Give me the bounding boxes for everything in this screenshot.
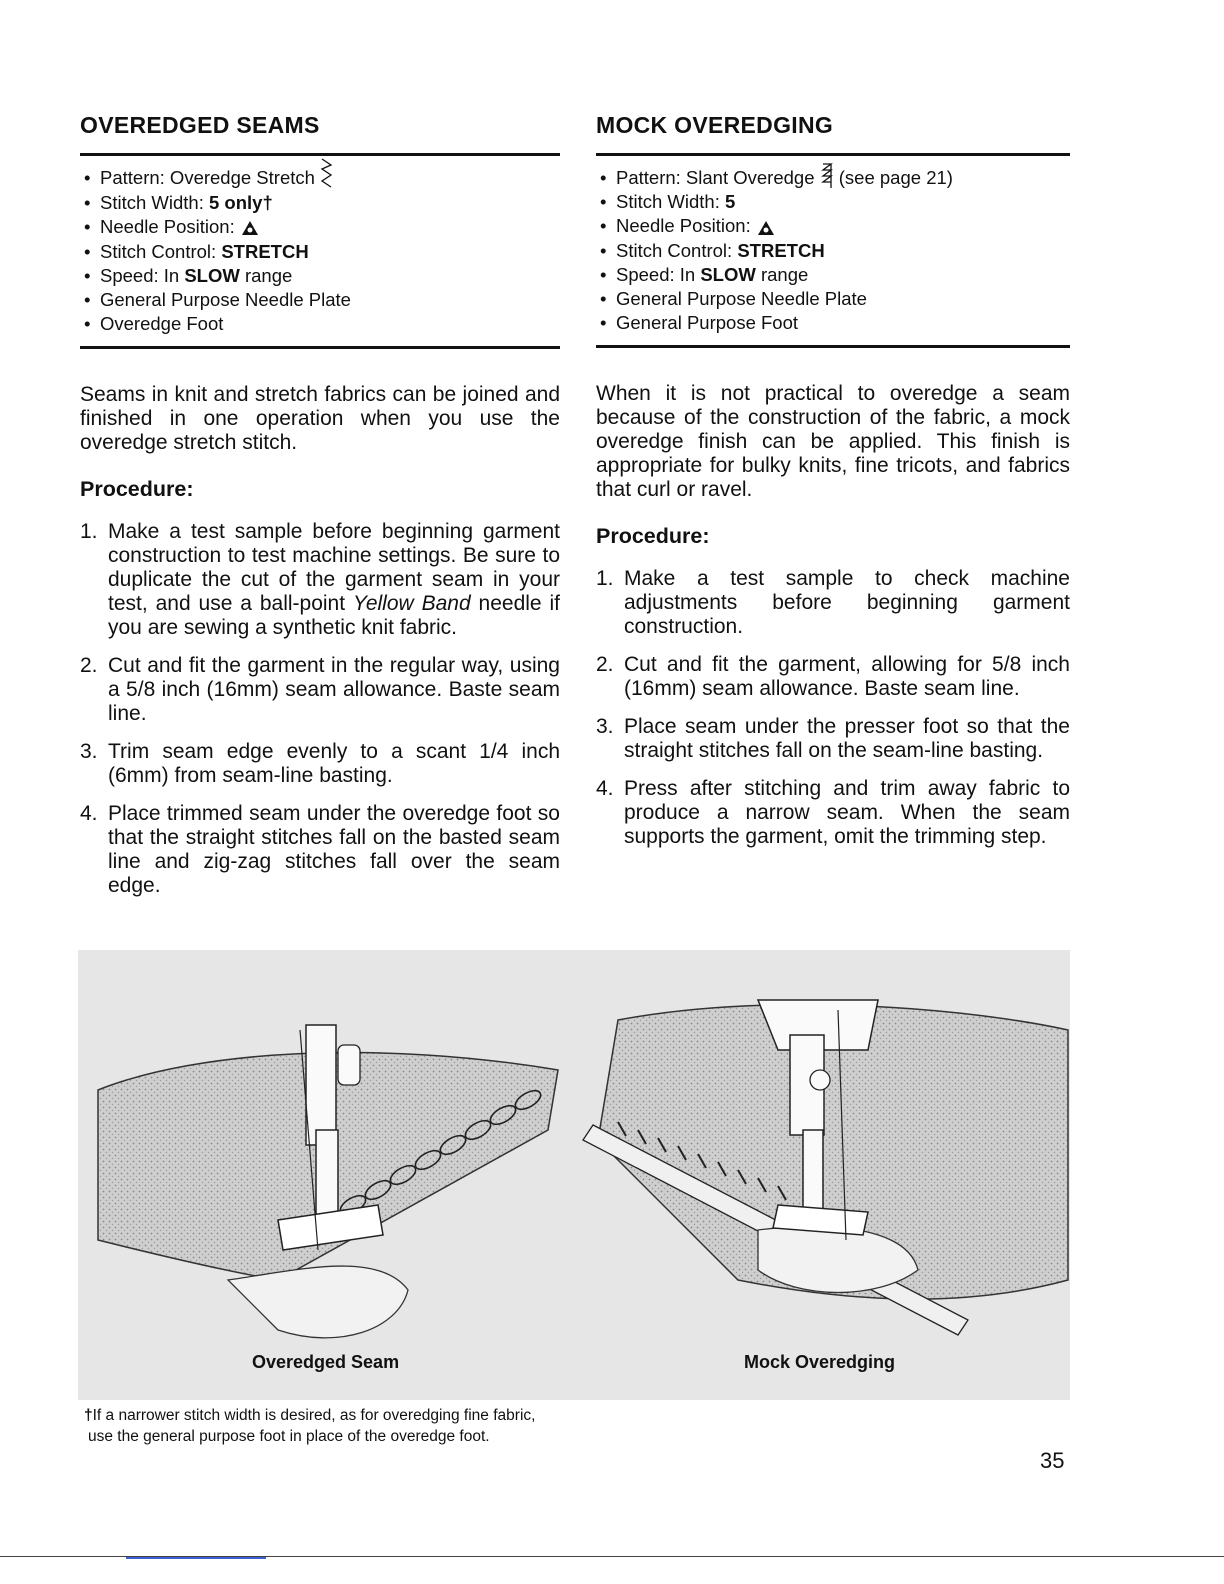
divider [596,153,1070,156]
list-item: 4. Place trimmed seam under the overedge foot so that the straight stitches fall on the basted seam line and zig-zag stitches fall over the seam edge. [80,802,560,898]
caption-overedged-seam: Overedged Seam [252,1352,400,1372]
divider [80,153,560,156]
footnote: †If a narrower stitch width is desired, as for overedging fine fabric, use the general purpose foot in place of the overedge foot. [84,1407,536,1445]
spec-pattern: • Pattern: Overedge Stretch [80,166,560,191]
spec-control: • Stitch Control: STRETCH [84,240,309,262]
sewing-illustration [78,950,1070,1400]
list-item: 1. Make a test sample before beginning garment construction to test machine settings. Be sure to duplicate the cut of the garment seam in your test, and use a ball-point Yellow Band needle if you are sewing a synthetic knit fabric. [80,520,560,640]
spec-pattern: • Pattern: Slant Overedge (see page 21) [596,166,1070,190]
spec-list [80,166,560,336]
divider [80,346,560,349]
needle-position-icon [240,219,260,237]
divider [596,345,1070,348]
list-item: 2. Cut and fit the garment in the regular way, using a 5/8 inch (16mm) seam allowance. Baste seam line. [80,654,560,726]
list-item: 3. Place seam under the presser foot so that the straight stitches fall on the seam-line basting. [596,715,1070,763]
overedge-stretch-stitch-icon [320,157,334,191]
list-item: 3. Trim seam edge evenly to a scant 1/4 inch (6mm) from seam-line basting. [80,740,560,788]
page-number: 35 [1040,1448,1065,1473]
spec-plate: • General Purpose Needle Plate [84,288,351,310]
procedure-steps [596,567,1070,849]
needle-position-icon [756,219,776,237]
spec-speed: • Speed: In SLOW range [84,264,293,286]
slant-overedge-stitch-icon [820,162,834,190]
spec-control: • Stitch Control: STRETCH [600,239,825,261]
intro-paragraph: Seams in knit and stretch fabrics can be joined and finished in one operation when you use the overedge stretch stitch. [80,383,560,455]
spec-width: • Stitch Width: 5 only† [84,192,273,214]
spec-list [596,166,1070,335]
spec-speed: • Speed: In SLOW range [600,263,809,285]
footnote-mark: † [84,1407,93,1424]
spec-needle: • Needle Position: [596,214,1070,238]
illustration-drawing [78,950,1070,1400]
procedure-steps [80,520,560,898]
section-title-mock-overedging: MOCK OVEREDGING [596,112,834,138]
spec-plate: • General Purpose Needle Plate [600,288,867,310]
left-column [80,112,560,912]
intro-paragraph: When it is not practical to overedge a seam because of the construction of the fabric, a mock overedge finish can be applied. This finish is appropriate for bulky knits, fine tricots, and fabrics that curl or ravel. [596,382,1070,502]
spec-foot: • General Purpose Foot [600,312,799,334]
bottom-accent [126,1557,266,1559]
spec-width: • Stitch Width: 5 [600,191,736,213]
section-title-overedged-seams: OVEREDGED SEAMS [80,112,320,138]
procedure-heading: Procedure: [596,524,710,549]
spec-needle: • Needle Position: [80,215,560,239]
list-item: 2. Cut and fit the garment, allowing for 5/8 inch (16mm) seam allowance. Baste seam line. [596,653,1070,701]
procedure-heading: Procedure: [80,477,194,502]
spec-foot: • Overedge Foot [84,313,224,335]
list-item: 1. Make a test sample to check machine adjustments before beginning garment construction. [596,567,1070,639]
right-column [596,112,1070,863]
caption-mock-overedging: Mock Overedging [744,1352,896,1372]
list-item: 4. Press after stitching and trim away fabric to produce a narrow seam. When the seam supports the garment, omit the trimming step. [596,777,1070,849]
